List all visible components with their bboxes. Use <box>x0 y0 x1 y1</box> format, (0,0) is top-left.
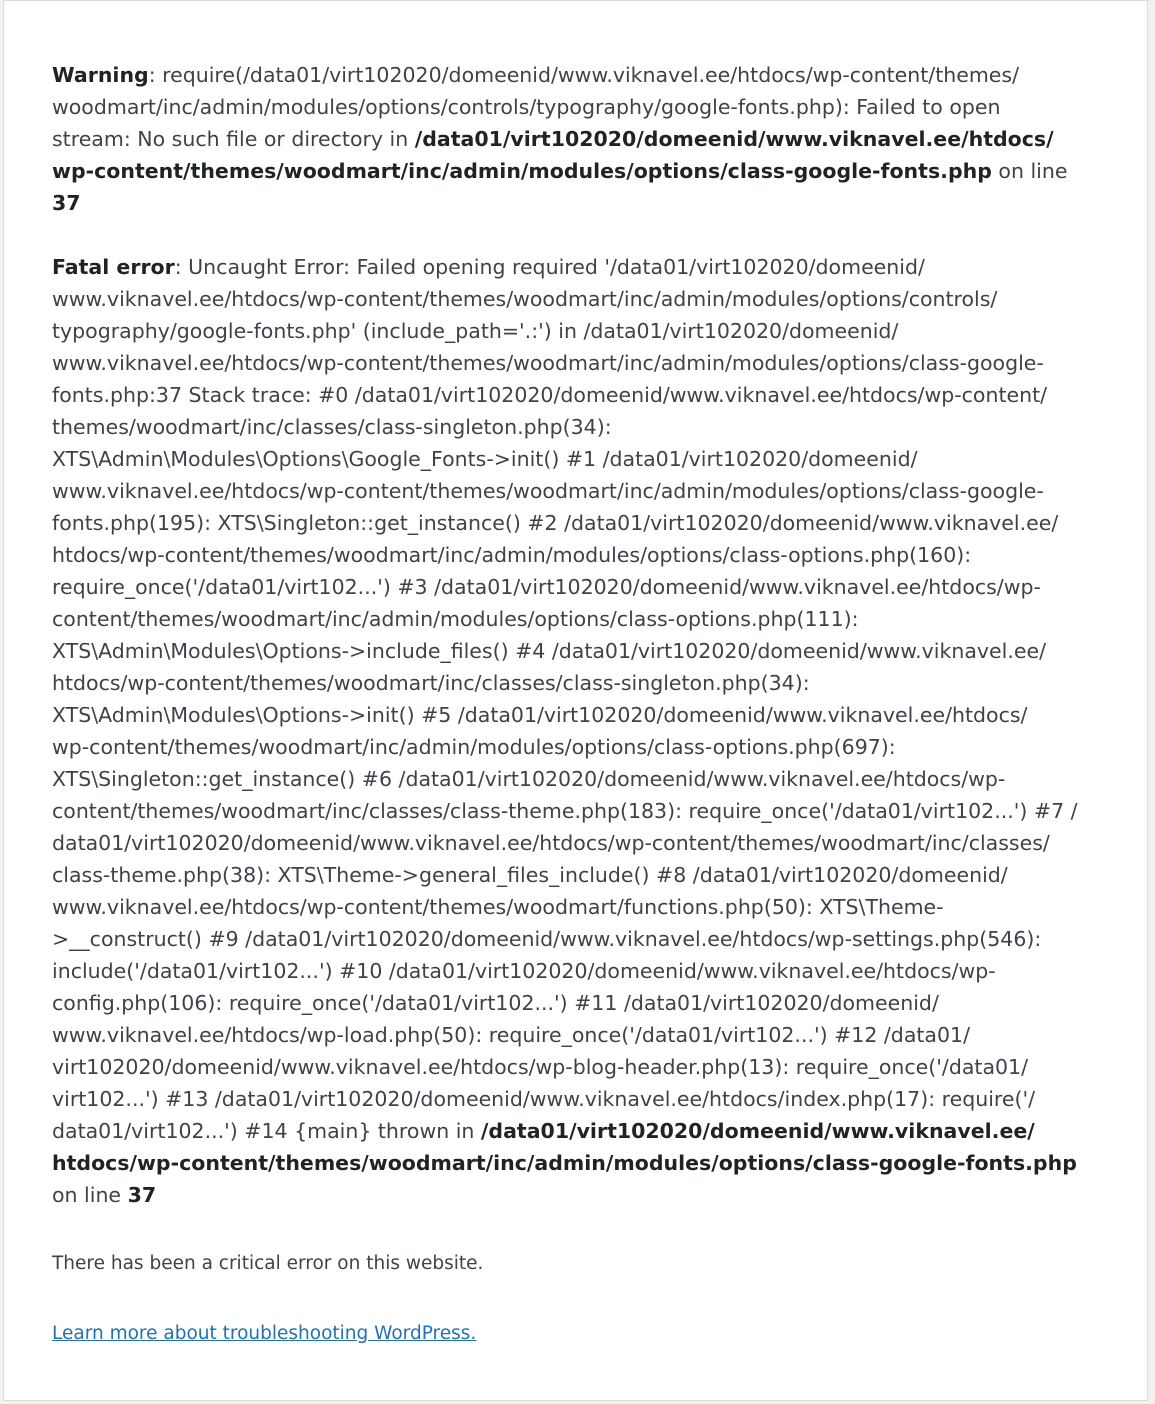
error-page <box>3 0 1148 1401</box>
fatal-line: content/themes/woodmart/inc/classes/class-theme.php(183): require_once('/data01/virt102...') #7 / <box>52 799 1078 823</box>
warning-line: woodmart/inc/admin/modules/options/controls/typography/google-fonts.php): Failed to open <box>52 95 1001 119</box>
warning-label: Warning <box>52 63 149 87</box>
fatal-line: on line 37 <box>52 1183 157 1207</box>
fatal-line: class-theme.php(38): XTS\Theme->general_files_include() #8 /data01/virt102020/domeenid/ <box>52 863 1008 887</box>
critical-error-message: There has been a critical error on this website. <box>52 1253 484 1274</box>
warning-file-path: /data01/virt102020/domeenid/www.viknavel.ee/htdocs/ <box>414 127 1054 151</box>
fatal-line: require_once('/data01/virt102...') #3 /data01/virt102020/domeenid/www.viknavel.ee/htdocs/wp- <box>52 575 1041 599</box>
fatal-line: virt102...') #13 /data01/virt102020/domeenid/www.viknavel.ee/htdocs/index.php(17): require('/ <box>52 1087 1036 1111</box>
fatal-line: >__construct() #9 /data01/virt102020/domeenid/www.viknavel.ee/htdocs/wp-settings.php(546): <box>52 927 1042 951</box>
fatal-line: XTS\Admin\Modules\Options->include_files() #4 /data01/virt102020/domeenid/www.viknavel.ee/ <box>52 639 1046 663</box>
fatal-line: content/themes/woodmart/inc/admin/modules/options/class-options.php(111): <box>52 607 859 631</box>
fatal-line: themes/woodmart/inc/classes/class-singleton.php(34): <box>52 415 612 439</box>
warning-line-number: 37 <box>52 191 81 215</box>
fatal-error-message <box>52 251 1110 1211</box>
fatal-line: data01/virt102020/domeenid/www.viknavel.ee/htdocs/wp-content/themes/woodmart/inc/classes/ <box>52 831 1050 855</box>
fatal-line: XTS\Singleton::get_instance() #6 /data01/virt102020/domeenid/www.viknavel.ee/htdocs/wp- <box>52 767 1006 791</box>
warning-line: Warning: require(/data01/virt102020/domeenid/www.viknavel.ee/htdocs/wp-content/themes/ <box>52 63 1020 87</box>
warning-line: wp-content/themes/woodmart/inc/admin/modules/options/class-google-fonts.php on line <box>52 159 1068 183</box>
fatal-error-label: Fatal error <box>52 255 175 279</box>
fatal-line: www.viknavel.ee/htdocs/wp-load.php(50): require_once('/data01/virt102...') #12 /data01/ <box>52 1023 970 1047</box>
fatal-line: fonts.php:37 Stack trace: #0 /data01/virt102020/domeenid/www.viknavel.ee/htdocs/wp-content/ <box>52 383 1048 407</box>
fatal-line: htdocs/wp-content/themes/woodmart/inc/admin/modules/options/class-options.php(160): <box>52 543 972 567</box>
warning-line: stream: No such file or directory in /data01/virt102020/domeenid/www.viknavel.ee/htdocs/ <box>52 127 1054 151</box>
troubleshooting-link-wrap <box>52 1318 476 1350</box>
fatal-file-path: htdocs/wp-content/themes/woodmart/inc/admin/modules/options/class-google-fonts.php <box>52 1151 1077 1175</box>
fatal-line: www.viknavel.ee/htdocs/wp-content/themes/woodmart/inc/admin/modules/options/class-google- <box>52 351 1044 375</box>
fatal-line: virt102020/domeenid/www.viknavel.ee/htdocs/wp-blog-header.php(13): require_once('/data01/ <box>52 1055 1029 1079</box>
fatal-line: wp-content/themes/woodmart/inc/admin/modules/options/class-options.php(697): <box>52 735 896 759</box>
fatal-line: www.viknavel.ee/htdocs/wp-content/themes/woodmart/functions.php(50): XTS\Theme- <box>52 895 944 919</box>
fatal-line: www.viknavel.ee/htdocs/wp-content/themes/woodmart/inc/admin/modules/options/class-google- <box>52 479 1044 503</box>
fatal-line: XTS\Admin\Modules\Options->init() #5 /data01/virt102020/domeenid/www.viknavel.ee/htdocs/ <box>52 703 1028 727</box>
fatal-line: config.php(106): require_once('/data01/virt102...') #11 /data01/virt102020/domeenid/ <box>52 991 939 1015</box>
fatal-line: Fatal error: Uncaught Error: Failed opening required '/data01/virt102020/domeenid/ <box>52 255 925 279</box>
troubleshooting-link[interactable]: Learn more about troubleshooting WordPress. <box>52 1323 477 1344</box>
fatal-line: data01/virt102...') #14 {main} thrown in /data01/virt102020/domeenid/www.viknavel.ee/ <box>52 1119 1035 1143</box>
fatal-line: www.viknavel.ee/htdocs/wp-content/themes/woodmart/inc/admin/modules/options/controls/ <box>52 287 998 311</box>
fatal-line: XTS\Admin\Modules\Options\Google_Fonts->init() #1 /data01/virt102020/domeenid/ <box>52 447 918 471</box>
fatal-line: typography/google-fonts.php' (include_path='.:') in /data01/virt102020/domeenid/ <box>52 319 899 343</box>
fatal-line-number: 37 <box>127 1183 157 1207</box>
fatal-line: fonts.php(195): XTS\Singleton::get_instance() #2 /data01/virt102020/domeenid/www.viknavel.ee/ <box>52 511 1059 535</box>
fatal-line: include('/data01/virt102...') #10 /data01/virt102020/domeenid/www.viknavel.ee/htdocs/wp- <box>52 959 996 983</box>
warning-message <box>52 59 1110 219</box>
fatal-file-path: /data01/virt102020/domeenid/www.viknavel.ee/ <box>480 1119 1035 1143</box>
fatal-line: htdocs/wp-content/themes/woodmart/inc/classes/class-singleton.php(34): <box>52 671 810 695</box>
warning-file-path: wp-content/themes/woodmart/inc/admin/modules/options/class-google-fonts.php <box>52 159 992 183</box>
fatal-line <box>52 1147 1110 1179</box>
warning-line <box>52 187 1110 219</box>
